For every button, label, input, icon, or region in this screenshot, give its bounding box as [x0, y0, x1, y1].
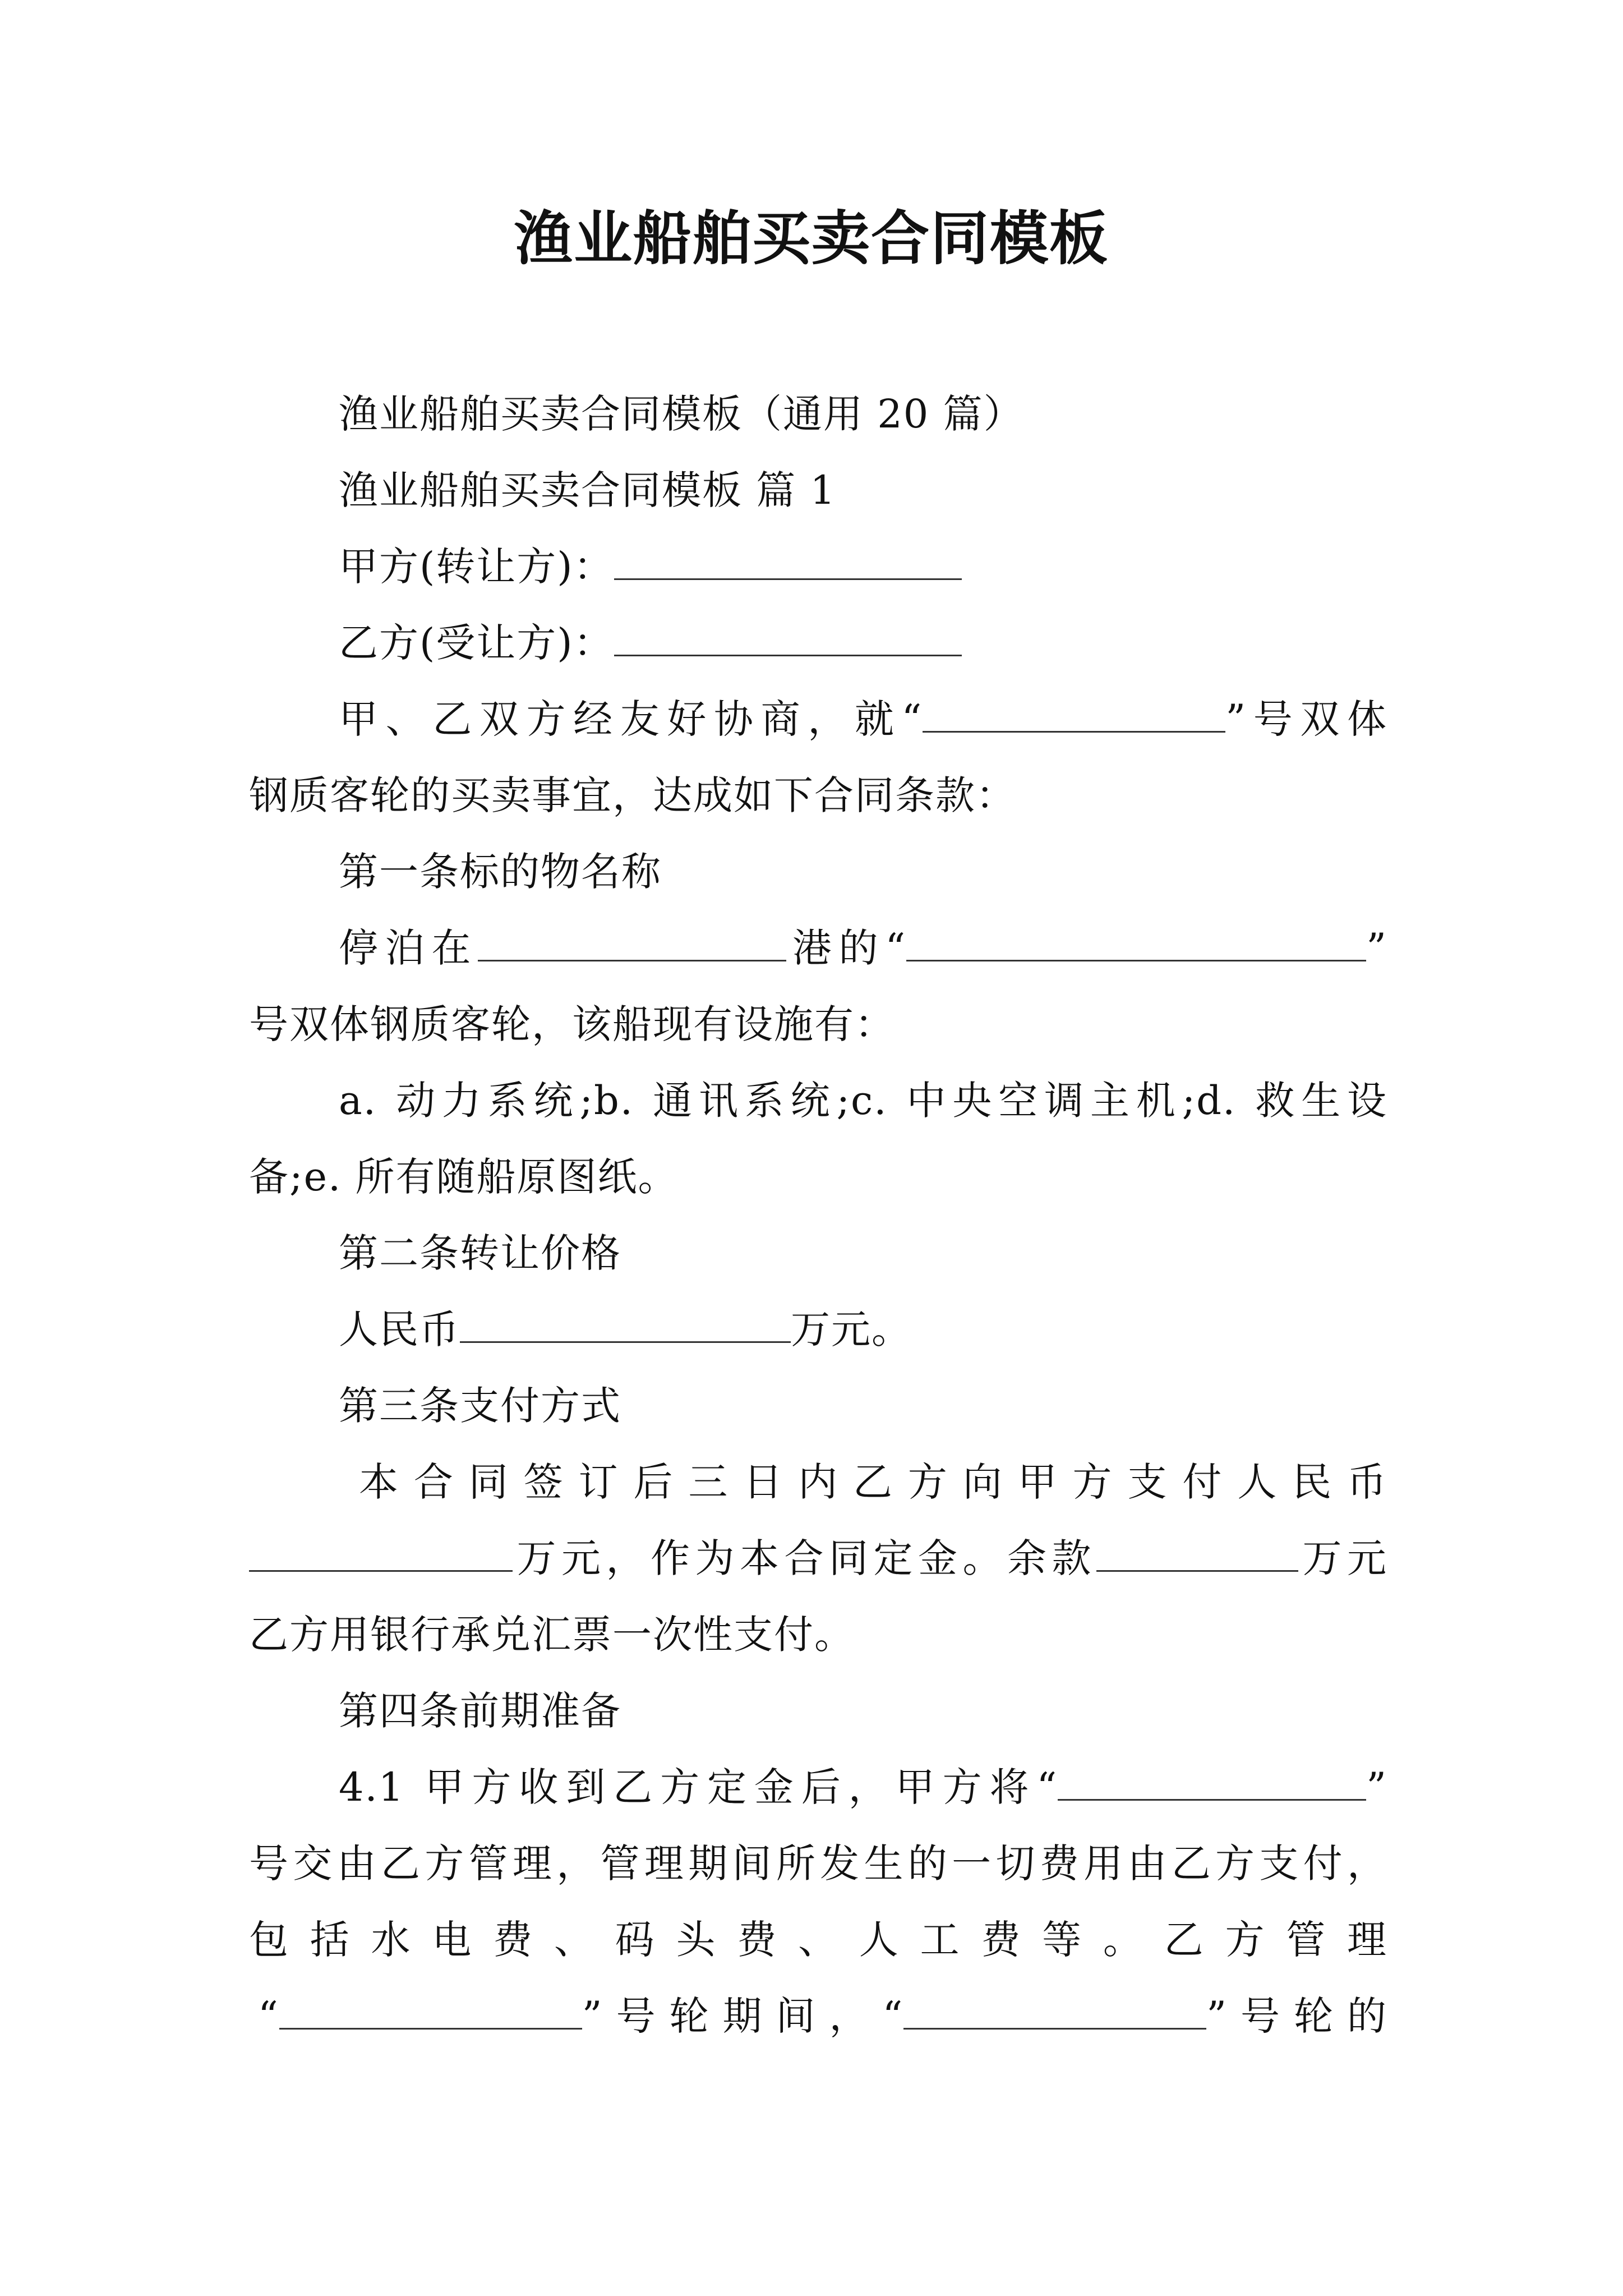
article-1-line-1: [339, 910, 1387, 986]
article-3-text-b: 万元: [1298, 1535, 1387, 1581]
article-4-title: 第四条前期准备: [339, 1688, 621, 1734]
article-4-text-c: “: [258, 1993, 279, 2039]
party-b-label: 乙方(受让方)：: [339, 620, 614, 666]
article-3-line-3: 乙方用银行承兑汇票一次性支付。: [249, 1612, 855, 1658]
article-4-line-1: [339, 1749, 1387, 1825]
article-4-text-e: ”号轮的: [1206, 1993, 1387, 2039]
party-b-blank: [614, 620, 962, 656]
article-1-line-2: 号双体钢质客轮，该船现有设施有：: [249, 1001, 895, 1047]
intro-line-2: 钢质客轮的买卖事宜，达成如下合同条款：: [249, 772, 1016, 818]
second-ship-blank: [903, 1993, 1206, 2030]
article-2-title: 第二条转让价格: [339, 1230, 621, 1276]
intro-text-1b: ”号双体: [1225, 696, 1387, 742]
document-title: 渔业船舶买卖合同模板: [514, 204, 1109, 273]
ship-handover-blank: [1058, 1764, 1366, 1801]
balance-blank: [1096, 1535, 1298, 1572]
managed-ship-blank: [279, 1993, 582, 2030]
article-2-line-1: [339, 1291, 1387, 1368]
article-2-text-a: 人民币: [339, 1306, 460, 1352]
party-a-label: 甲方(转让方)：: [339, 544, 614, 590]
article-1-text-b: 港的“: [786, 925, 907, 971]
article-3-title: 第三条支付方式: [339, 1383, 621, 1429]
article-4-text-b: ”: [1366, 1764, 1387, 1810]
article-1-text-a: 停泊在: [339, 925, 478, 971]
party-a-line: [339, 528, 1387, 605]
vessel-blank: [906, 925, 1366, 961]
article-1-text-c: ”: [1366, 925, 1387, 971]
article-4-text-d: ”号轮期间，“: [582, 1993, 904, 2039]
intro-text-1a: 甲、乙双方经友好协商，就“: [339, 696, 923, 742]
article-2-text-b: 万元。: [791, 1306, 912, 1352]
article-1-title: 第一条标的物名称: [339, 849, 662, 895]
intro-line-1: [339, 681, 1387, 757]
article-1-line-3: a. 动力系统;b. 通讯系统;c. 中央空调主机;d. 救生设: [339, 1078, 1387, 1124]
price-blank: [460, 1306, 791, 1343]
article-4-line-3: 包括水电费、码头费、人工费等。乙方管理: [249, 1917, 1387, 1963]
deposit-blank: [249, 1535, 513, 1572]
party-b-line: [339, 605, 1387, 681]
article-3-line-1: 本合同签订后三日内乙方向甲方支付人民币: [359, 1459, 1387, 1505]
article-4-line-4: [258, 1978, 1387, 2054]
ship-name-blank: [923, 696, 1225, 733]
subtitle: 渔业船舶买卖合同模板（通用 20 篇）: [339, 391, 1024, 437]
article-3-text-a: 万元，作为本合同定金。余款: [513, 1535, 1096, 1581]
article-4-line-2: 号交由乙方管理，管理期间所发生的一切费用由乙方支付，: [249, 1841, 1387, 1887]
article-3-line-2: [249, 1520, 1387, 1596]
article-4-text-a: 4.1 甲方收到乙方定金后，甲方将“: [339, 1764, 1058, 1810]
party-a-blank: [614, 544, 962, 580]
port-blank: [478, 925, 786, 961]
article-1-line-4: 备;e. 所有随船原图纸。: [249, 1154, 679, 1200]
chapter-heading: 渔业船舶买卖合同模板 篇 1: [339, 467, 837, 513]
